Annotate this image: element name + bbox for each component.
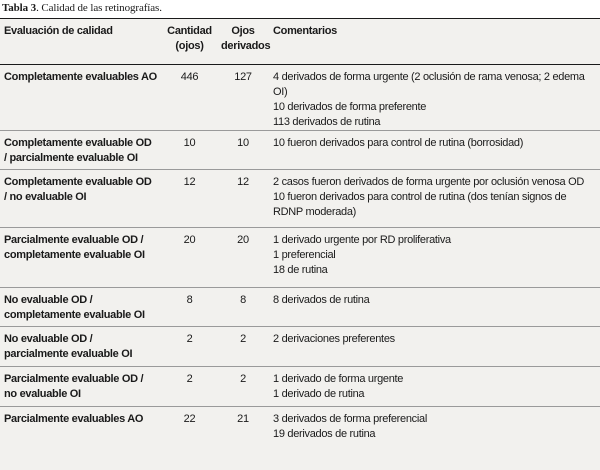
eval-line1: Parcialmente evaluable OD / (4, 234, 144, 246)
comment-line: 10 fueron derivados para control de rutina (dos tenían signos de (273, 191, 567, 203)
header-evaluacion (0, 19, 162, 65)
cell-cantidad: 2 (162, 327, 217, 367)
cell-evaluacion (0, 367, 162, 407)
comment-line: 3 derivados de forma preferencial (273, 413, 427, 425)
eval-line2: / parcialmente evaluable OI (4, 152, 138, 164)
table-row (0, 228, 600, 288)
cell-comentarios (269, 131, 600, 170)
table-row (0, 170, 600, 228)
cell-cantidad: 12 (162, 170, 217, 228)
header-derivados-line1: Ojos (231, 25, 255, 37)
table-caption-label: Tabla 3 (2, 2, 37, 14)
header-comentarios-text: Comentarios (273, 25, 337, 37)
cell-comentarios (269, 170, 600, 228)
eval-line2: completamente evaluable OI (4, 249, 145, 261)
cell-derivados: 2 (217, 367, 269, 407)
comment-line: 19 derivados de rutina (273, 428, 376, 440)
eval-line1: Completamente evaluable OD (4, 137, 152, 149)
comment-line: 1 preferencial (273, 249, 336, 261)
comment-line: 1 derivado de rutina (273, 388, 365, 400)
table-row (0, 288, 600, 327)
header-derivados-line2: derivados (221, 40, 271, 52)
comment-line: 10 derivados de forma preferente (273, 101, 427, 113)
cell-evaluacion (0, 228, 162, 288)
cell-comentarios (269, 407, 600, 447)
eval-line2: parcialmente evaluable OI (4, 348, 133, 360)
eval-line1: Completamente evaluables AO (4, 71, 157, 83)
cell-comentarios (269, 228, 600, 288)
cell-cantidad: 446 (162, 65, 217, 131)
cell-derivados: 10 (217, 131, 269, 170)
eval-line1: Parcialmente evaluable OD / (4, 373, 144, 385)
cell-evaluacion (0, 288, 162, 327)
header-derivados (217, 19, 269, 65)
cell-derivados: 12 (217, 170, 269, 228)
cell-derivados: 127 (217, 65, 269, 131)
cell-cantidad: 20 (162, 228, 217, 288)
cell-comentarios (269, 327, 600, 367)
cell-cantidad: 8 (162, 288, 217, 327)
eval-line2: no evaluable OI (4, 388, 81, 400)
header-row (0, 19, 600, 65)
comment-line: RDNP moderada) (273, 206, 357, 218)
table-body (0, 65, 600, 447)
eval-line1: Completamente evaluable OD (4, 176, 152, 188)
table-row (0, 327, 600, 367)
comment-line: 4 derivados de forma urgente (2 oclusión de rama venosa; 2 edema OI) (273, 71, 585, 98)
quality-table (0, 18, 600, 447)
cell-evaluacion (0, 65, 162, 131)
cell-cantidad: 10 (162, 131, 217, 170)
quality-table-container (0, 18, 600, 470)
table-row (0, 65, 600, 131)
eval-line2: / no evaluable OI (4, 191, 87, 203)
table-caption (2, 2, 162, 14)
cell-evaluacion (0, 327, 162, 367)
cell-cantidad: 22 (183, 413, 196, 425)
cell-evaluacion (0, 407, 162, 447)
eval-line1: Parcialmente evaluables AO (4, 413, 144, 425)
header-evaluacion-text: Evaluación de calidad (4, 25, 113, 37)
cell-derivados: 21 (237, 413, 249, 425)
table-header (0, 19, 600, 65)
eval-line1: No evaluable OD / (4, 333, 93, 345)
header-cantidad-line1: Cantidad (167, 25, 212, 37)
table-row (0, 407, 600, 447)
cell-evaluacion (0, 170, 162, 228)
cell-derivados: 2 (217, 327, 269, 367)
header-comentarios (269, 19, 600, 65)
header-cantidad (162, 19, 217, 65)
comment-line: 10 fueron derivados para control de rutina (borrosidad) (273, 137, 524, 149)
eval-line2: completamente evaluable OI (4, 309, 145, 321)
cell-comentarios (269, 65, 600, 131)
header-cantidad-line2: (ojos) (175, 40, 204, 52)
comment-line: 2 derivaciones preferentes (273, 333, 395, 345)
cell-derivados: 20 (217, 228, 269, 288)
cell-evaluacion (0, 131, 162, 170)
comment-line: 18 de rutina (273, 264, 328, 276)
comment-line: 1 derivado de forma urgente (273, 373, 404, 385)
comment-line: 1 derivado urgente por RD proliferativa (273, 234, 451, 246)
comment-line: 8 derivados de rutina (273, 294, 370, 306)
eval-line1: No evaluable OD / (4, 294, 93, 306)
cell-cantidad: 2 (162, 367, 217, 407)
comment-line: 113 derivados de rutina (273, 116, 381, 128)
table-row (0, 131, 600, 170)
cell-comentarios (269, 288, 600, 327)
comment-line: 2 casos fueron derivados de forma urgente por oclusión venosa OD (273, 176, 584, 188)
cell-comentarios (269, 367, 600, 407)
cell-derivados: 8 (217, 288, 269, 327)
table-row (0, 367, 600, 407)
table-caption-text: . Calidad de las retinografías. (36, 2, 162, 14)
